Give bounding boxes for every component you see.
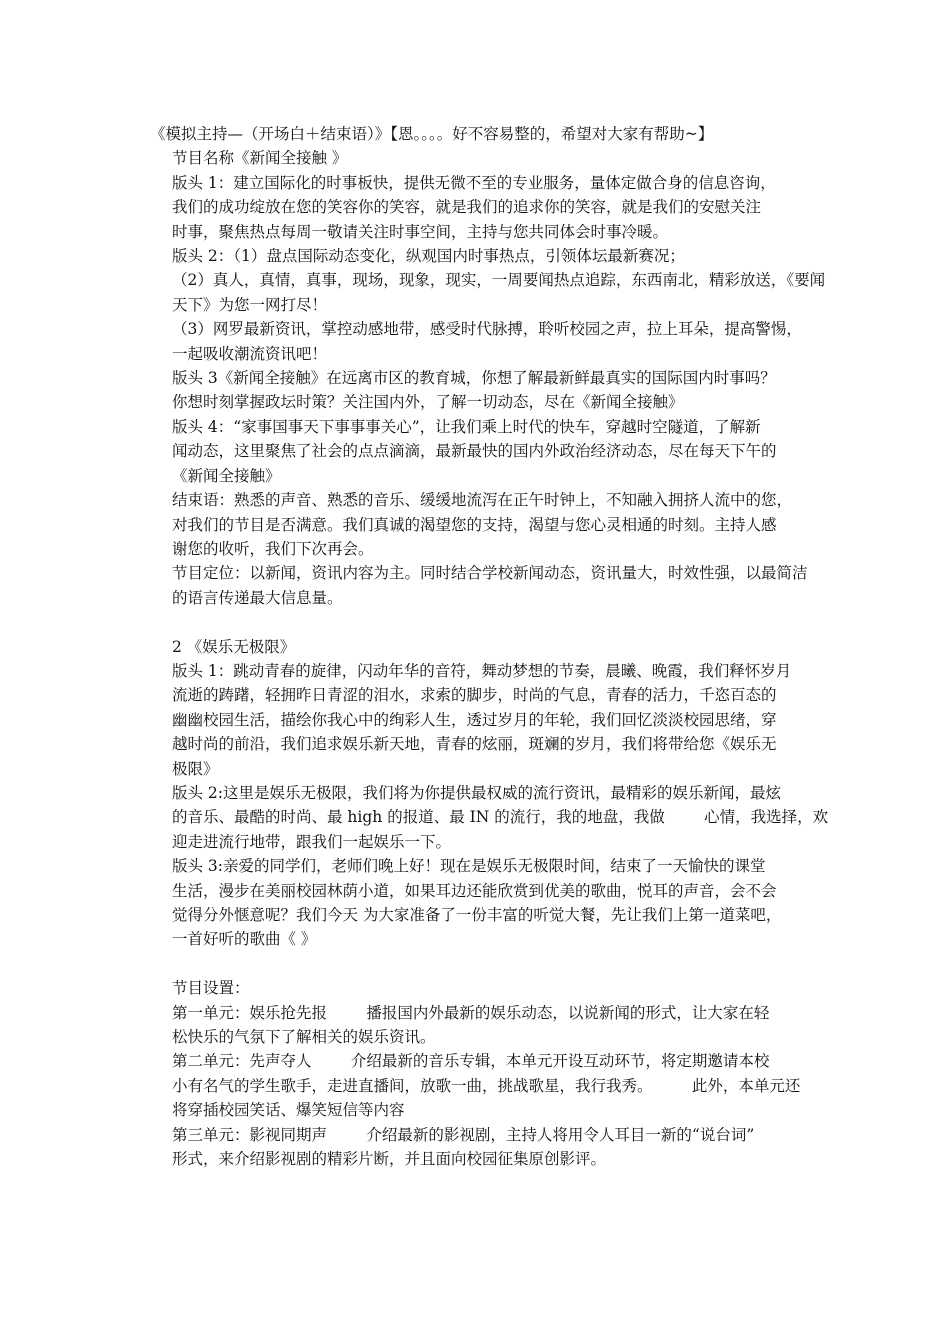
text-line: 第三单元：影视同期声 介绍最新的影视剧，主持人将用令人耳目一新的“说台词” (172, 1125, 755, 1144)
text-line: 版头 1：跳动青春的旋律，闪动年华的音符，舞动梦想的节奏，晨曦、晚霞，我们释怀岁月 (172, 661, 792, 680)
text-line: 流逝的踌躇，轻拥昨日青涩的泪水，求索的脚步，时尚的气息，青春的活力，千恣百态的 (172, 686, 777, 705)
text-line: 极限》 (172, 759, 219, 778)
text-line: 迎走进流行地带，跟我们一起娱乐一下。 (172, 832, 452, 851)
text-line: 谢您的收听，我们下次再会。 (172, 539, 374, 558)
text-line: 对我们的节目是否满意。我们真诚的渴望您的支持，渴望与您心灵相通的时刻。主持人感 (172, 515, 777, 534)
text-line: 第二单元：先声夺人 介绍最新的音乐专辑，本单元开设互动环节，将定期邀请本校 (172, 1052, 770, 1071)
text-line: 幽幽校园生活，描绘你我心中的绚彩人生，透过岁月的年轮，我们回忆淡淡校园思绪，穿 (172, 710, 777, 729)
text-line: 我们的成功绽放在您的笑容你的笑容，就是我们的追求你的笑容，就是我们的安慰关注 (172, 198, 762, 217)
text-line: 你想时刻掌握政坛时策？关注国内外，了解一切动态，尽在《新闻全接触》 (172, 393, 684, 412)
document-body (150, 122, 829, 1171)
text-line: 版头 4：“家事国事天下事事事关心”，让我们乘上时代的快车，穿越时空隧道，了解新 (172, 417, 761, 436)
text-line: 的音乐、最酷的时尚、最 high 的报道、最 IN 的流行，我的地盘，我做 心情，我选择，欢 (172, 808, 829, 827)
document-title: 《模拟主持—（开场白＋结束语）》【恩。。。。好不容易整的，希望对大家有帮助~】 (150, 125, 714, 143)
text-line: 节目设置： (172, 979, 250, 998)
text-line: 形式，来介绍影视剧的精彩片断，并且面向校园征集原创影评。 (172, 1150, 607, 1169)
text-line: （2）真人，真情，真事，现场，现象，现实，一周要闻热点追踪，东西南北，精彩放送，《要闻 (172, 271, 826, 290)
text-line: 天下》为您一网打尽！ (172, 295, 328, 314)
text-line: 版头 2：（1）盘点国际动态变化，纵观国内时事热点，引领体坛最新赛况； (172, 247, 685, 266)
text-line: 一起吸收潮流资讯吧！ (172, 344, 328, 363)
text-line: 的语言传递最大信息量。 (172, 588, 343, 607)
text-line: 结束语：熟悉的声音、熟悉的音乐、缓缓地流泻在正午时钟上，不知融入拥挤人流中的您， (172, 491, 793, 510)
text-line: 生活，漫步在美丽校园林荫小道，如果耳边还能欣赏到优美的歌曲，悦耳的声音，会不会 (172, 881, 777, 900)
text-line: 闻动态，这里聚焦了社会的点点滴滴，最新最快的国内外政治经济动态，尽在每天下午的 (172, 442, 777, 461)
text-line: 越时尚的前沿，我们追求娱乐新天地，青春的炫丽，斑斓的岁月，我们将带给您《娱乐无 (172, 735, 777, 754)
text-line: 小有名气的学生歌手，走进直播间，放歌一曲，挑战歌星，我行我秀。 此外，本单元还 (172, 1076, 801, 1095)
text-line: 觉得分外惬意呢？我们今天 为大家准备了一份丰富的听觉大餐，先让我们上第一道菜吧， (172, 905, 782, 924)
text-line: 版头 1：建立国际化的时事板快，提供无微不至的专业服务，量体定做合身的信息咨询， (172, 173, 776, 192)
text-line: 版头 3:亲爱的同学们，老师们晚上好！现在是娱乐无极限时间，结束了一天愉快的课堂 (172, 857, 766, 876)
text-line: 第一单元：娱乐抢先报 播报国内外最新的娱乐动态，以说新闻的形式，让大家在轻 (172, 1003, 770, 1022)
text-line: 一首好听的歌曲《 》 (172, 930, 317, 949)
text-line: 《新闻全接触》 (172, 466, 281, 485)
blank-line (172, 610, 812, 634)
text-line: （3）网罗最新资讯，掌控动感地带，感受时代脉搏，聆听校园之声，拉上耳朵，提高警惕， (172, 320, 802, 339)
blank-line (172, 952, 812, 976)
text-line: 松快乐的气氛下了解相关的娱乐资讯。 (172, 1028, 436, 1046)
text-line: 时事，聚焦热点每周一敬请关注时事空间，主持与您共同体会时事冷暖。 (172, 222, 669, 241)
text-line: 将穿插校园笑话、爆笑短信等内容 (172, 1101, 405, 1120)
text-line: 版头 2:这里是娱乐无极限，我们将为你提供最权威的流行资讯，最精彩的娱乐新闻，最炫 (172, 783, 782, 802)
text-line: 节目定位：以新闻，资讯内容为主。同时结合学校新闻动态，资讯量大，时效性强，以最简洁 (172, 564, 808, 583)
text-line: 节目名称《新闻全接触 》 (172, 149, 348, 168)
text-line: 2 《娱乐无极限》 (172, 637, 296, 656)
text-line: 版头 3《新闻全接触》在远离市区的教育城，你想了解最新鲜最真实的国际国内时事吗？ (172, 369, 776, 388)
